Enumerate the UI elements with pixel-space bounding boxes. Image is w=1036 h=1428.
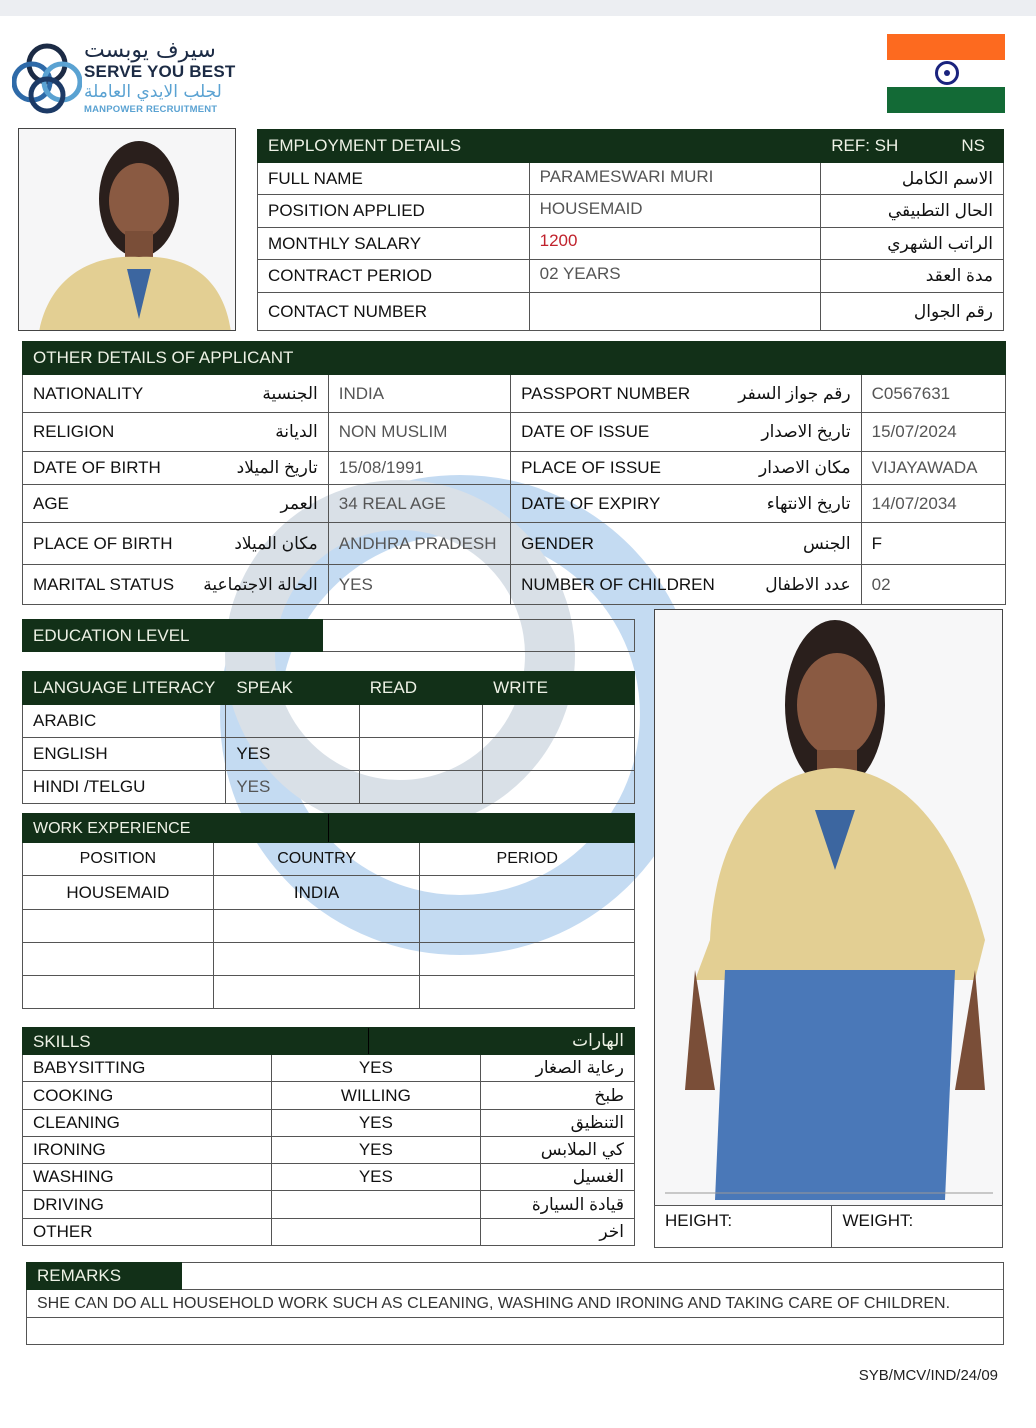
work-experience-table [22, 813, 635, 1009]
period-value [420, 976, 635, 1009]
speak-value [226, 705, 359, 738]
table-row [23, 976, 635, 1009]
row-label: NATIONALITY [23, 375, 185, 413]
document-code: SYB/MCV/IND/24/09 [858, 1367, 998, 1384]
row-label-arabic: الحال التطبيقي [821, 195, 1004, 228]
position-value: HOUSEMAID [23, 876, 214, 910]
language-literacy-table [22, 671, 635, 804]
place-of-birth-value: ANDHRA PRADESH [328, 523, 510, 565]
skills-title-arabic: الهارات [481, 1028, 635, 1055]
skill-name-arabic: قيادة السيارة [481, 1191, 635, 1219]
table-row [23, 485, 1006, 523]
table-row [23, 1055, 635, 1082]
skill-name-arabic: رعاية الصغار [481, 1055, 635, 1082]
period-header: PERIOD [420, 843, 635, 876]
row-label: RELIGION [23, 413, 185, 452]
table-row [23, 565, 1006, 605]
language-name: ARABIC [23, 705, 226, 738]
remarks-blank-row [27, 1318, 1004, 1345]
skill-value [271, 1191, 481, 1219]
row-label-arabic: رقم الجوال [821, 293, 1004, 331]
position-header: POSITION [23, 843, 214, 876]
skill-name: WASHING [23, 1164, 272, 1191]
remarks-table [26, 1262, 1004, 1345]
row-label: CONTACT NUMBER [258, 293, 530, 331]
read-header: READ [359, 672, 482, 705]
row-label: GENDER [511, 523, 725, 565]
row-label: MONTHLY SALARY [258, 228, 530, 260]
skill-name-arabic: اخر [481, 1219, 635, 1246]
skill-name-arabic: كي الملابس [481, 1137, 635, 1164]
skill-name: BABYSITTING [23, 1055, 272, 1082]
skill-value: YES [271, 1055, 481, 1082]
number-of-children-value: 02 [861, 565, 1005, 605]
nationality-value: INDIA [328, 375, 510, 413]
skill-name: CLEANING [23, 1110, 272, 1137]
write-value [483, 738, 635, 771]
applicant-photo-full [654, 609, 1003, 1206]
top-bar [0, 0, 1036, 16]
country-value [213, 910, 420, 943]
speak-value: YES [226, 771, 359, 804]
skill-value [271, 1219, 481, 1246]
table-row [23, 910, 635, 943]
skill-name-arabic: طبخ [481, 1082, 635, 1110]
ref-label: REF: SH [831, 136, 899, 155]
row-label-arabic: عدد الاطفال [725, 565, 861, 605]
row-label-arabic: الحالة الاجتماعية [184, 565, 328, 605]
applicant-photo-small [18, 128, 236, 331]
row-label: FULL NAME [258, 163, 530, 195]
read-value [359, 771, 482, 804]
row-label: PASSPORT NUMBER [511, 375, 725, 413]
date-of-issue-value: 15/07/2024 [861, 413, 1005, 452]
table-row [258, 260, 1004, 293]
contact-number-value [529, 293, 821, 331]
skills-title: SKILLS [33, 1032, 91, 1051]
measurements-table [654, 1205, 1003, 1248]
interlocking-rings-logo-icon [12, 40, 82, 116]
remarks-text: SHE CAN DO ALL HOUSEHOLD WORK SUCH AS CLEANING, WASHING AND IRONING AND TAKING CARE OF CHILDREN. [27, 1290, 1004, 1318]
work-experience-title [23, 814, 420, 843]
employment-details-title: EMPLOYMENT DETAILS [258, 130, 821, 163]
other-details-table [22, 341, 1006, 605]
full-name-value: PARAMESWARI MURI [529, 163, 821, 195]
table-row [258, 228, 1004, 260]
row-label-arabic: مكان الاصدار [725, 452, 861, 485]
skill-name: OTHER [23, 1219, 272, 1246]
table-row [23, 1110, 635, 1137]
table-row [23, 1164, 635, 1191]
header-divider [368, 1028, 369, 1055]
education-label: EDUCATION LEVEL [23, 620, 323, 652]
position-value [23, 976, 214, 1009]
header-divider [328, 814, 329, 843]
other-details-header-right [511, 342, 1006, 375]
education-table [22, 619, 635, 652]
education-value [322, 620, 634, 652]
table-row [23, 375, 1006, 413]
employment-details-table [257, 129, 1004, 331]
skills-table [22, 1027, 635, 1246]
table-row [23, 1082, 635, 1110]
row-label-arabic: تاريخ الميلاد [184, 452, 328, 485]
write-value [483, 705, 635, 738]
skill-name-arabic: التنظيق [481, 1110, 635, 1137]
table-row [23, 738, 635, 771]
skill-value: WILLING [271, 1082, 481, 1110]
period-value [420, 943, 635, 976]
skill-value: YES [271, 1110, 481, 1137]
remarks-header-blank [181, 1263, 1003, 1290]
row-label: PLACE OF ISSUE [511, 452, 725, 485]
row-label-arabic: تاريخ الاصدار [725, 413, 861, 452]
row-label: PLACE OF BIRTH [23, 523, 185, 565]
speak-header: SPEAK [226, 672, 359, 705]
date-of-expiry-value: 14/07/2034 [861, 485, 1005, 523]
row-label-arabic: العمر [184, 485, 328, 523]
position-applied-value: HOUSEMAID [529, 195, 821, 228]
row-label: AGE [23, 485, 185, 523]
height-label: HEIGHT: [655, 1206, 832, 1248]
ref-suffix: NS [961, 136, 985, 155]
speak-value: YES [226, 738, 359, 771]
age-value: 34 REAL AGE [328, 485, 510, 523]
table-row [23, 413, 1006, 452]
skill-name-arabic: الغسيل [481, 1164, 635, 1191]
ref-cell [821, 130, 1004, 163]
logo-arabic-name: سيرف يوبست [84, 38, 216, 63]
table-row [23, 1137, 635, 1164]
country-value [213, 943, 420, 976]
country-header: COUNTRY [213, 843, 420, 876]
row-label: DATE OF ISSUE [511, 413, 725, 452]
table-row [23, 1219, 635, 1246]
row-label: CONTRACT PERIOD [258, 260, 530, 293]
other-details-title: OTHER DETAILS OF APPLICANT [23, 342, 511, 375]
language-name: HINDI /TELGU [23, 771, 226, 804]
monthly-salary-value: 1200 [529, 228, 821, 260]
remarks-title: REMARKS [27, 1263, 182, 1290]
period-value [420, 910, 635, 943]
position-value [23, 943, 214, 976]
skill-value: YES [271, 1137, 481, 1164]
contract-period-value: 02 YEARS [529, 260, 821, 293]
table-row [258, 293, 1004, 331]
row-label-arabic: الاسم الكامل [821, 163, 1004, 195]
skill-name: DRIVING [23, 1191, 272, 1219]
logo-english-name: SERVE YOU BEST [84, 62, 236, 81]
gender-value: F [861, 523, 1005, 565]
country-value [213, 976, 420, 1009]
logo-arabic-tagline: لجلب الايدي العاملة [84, 82, 222, 102]
row-label-arabic: الجنسية [184, 375, 328, 413]
read-value [359, 705, 482, 738]
marital-status-value: YES [328, 565, 510, 605]
table-row [23, 1191, 635, 1219]
table-row [258, 195, 1004, 228]
row-label-arabic: الراتب الشهري [821, 228, 1004, 260]
table-row [23, 523, 1006, 565]
skill-value: YES [271, 1164, 481, 1191]
table-row [23, 943, 635, 976]
write-header: WRITE [483, 672, 635, 705]
row-label: MARITAL STATUS [23, 565, 185, 605]
row-label-arabic: الديانة [184, 413, 328, 452]
read-value [359, 738, 482, 771]
row-label-arabic: تاريخ الانتهاء [725, 485, 861, 523]
period-value [420, 876, 635, 910]
place-of-issue-value: VIJAYAWADA [861, 452, 1005, 485]
table-row [23, 876, 635, 910]
religion-value: NON MUSLIM [328, 413, 510, 452]
date-of-birth-value: 15/08/1991 [328, 452, 510, 485]
table-row [23, 771, 635, 804]
country-value: INDIA [213, 876, 420, 910]
write-value [483, 771, 635, 804]
row-label: NUMBER OF CHILDREN [511, 565, 725, 605]
row-label: DATE OF EXPIRY [511, 485, 725, 523]
weight-label: WEIGHT: [832, 1206, 1003, 1248]
table-row [258, 163, 1004, 195]
work-experience-header-blank [420, 814, 635, 843]
logo-english-tagline: MANPOWER RECRUITMENT [84, 104, 218, 115]
row-label-arabic: مكان الميلاد [184, 523, 328, 565]
skill-name: COOKING [23, 1082, 272, 1110]
position-value [23, 910, 214, 943]
row-label-arabic: الجنس [725, 523, 861, 565]
work-experience-title-text: WORK EXPERIENCE [33, 820, 191, 837]
india-flag-icon [887, 34, 1005, 114]
skills-title-cell [23, 1028, 481, 1055]
row-label: DATE OF BIRTH [23, 452, 185, 485]
language-name: ENGLISH [23, 738, 226, 771]
table-row [23, 452, 1006, 485]
row-label-arabic: مدة العقد [821, 260, 1004, 293]
row-label: POSITION APPLIED [258, 195, 530, 228]
skill-name: IRONING [23, 1137, 272, 1164]
passport-number-value: C0567631 [861, 375, 1005, 413]
language-header: LANGUAGE LITERACY [23, 672, 226, 705]
row-label-arabic: رقم جواز السفر [725, 375, 861, 413]
table-row [23, 705, 635, 738]
